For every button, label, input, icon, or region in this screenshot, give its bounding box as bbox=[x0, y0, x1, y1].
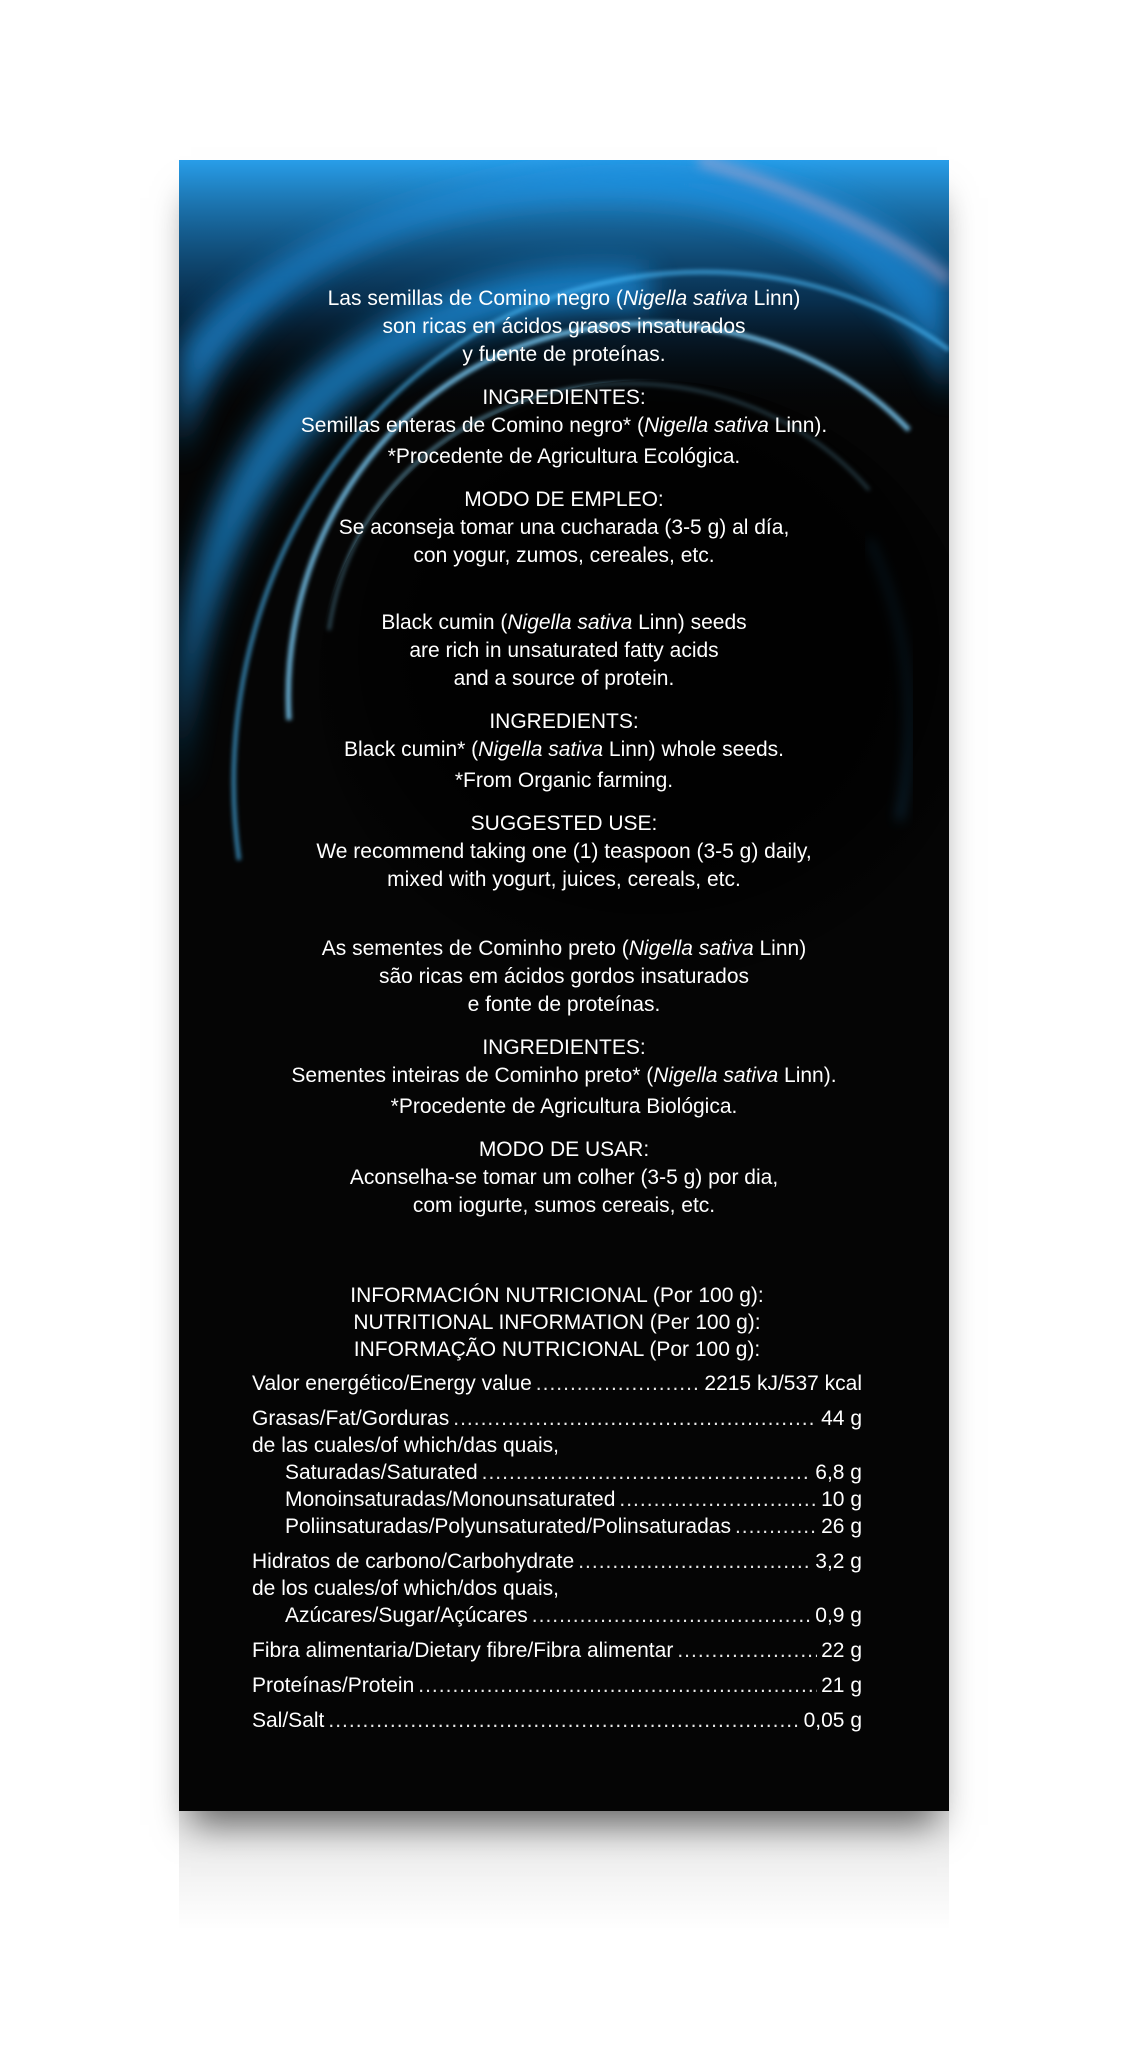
organic-note: *Procedente de Agricultura Biológica. bbox=[390, 1095, 738, 1118]
spanish-intro bbox=[179, 285, 949, 369]
nutrient-value: 22 g bbox=[821, 1639, 862, 1662]
nutrient-label: Valor energético/Energy value bbox=[252, 1372, 532, 1395]
dot-leader bbox=[532, 1602, 811, 1629]
portuguese-intro-text: As sementes de Cominho preto ( bbox=[321, 937, 629, 960]
english-usage bbox=[179, 810, 949, 894]
nutrition-subheading: de las cuales/of which/das quais, bbox=[252, 1434, 560, 1457]
spanish-ingredients bbox=[179, 384, 949, 471]
nutrition-header-es: INFORMACIÓN NUTRICIONAL (Por 100 g): bbox=[350, 1284, 764, 1307]
spanish-intro-text: Linn) bbox=[747, 287, 801, 310]
english-intro bbox=[179, 609, 949, 693]
nutrition-row-fibre bbox=[252, 1637, 862, 1664]
package-back-panel bbox=[179, 160, 949, 1811]
dot-leader bbox=[328, 1707, 799, 1734]
latin-name: Nigella sativa bbox=[622, 287, 748, 310]
ingredients-text: Linn) whole seeds. bbox=[603, 738, 785, 761]
spanish-intro-text: son ricas en ácidos grasos insaturados bbox=[382, 315, 746, 338]
portuguese-ingredients bbox=[179, 1034, 949, 1121]
latin-name: Nigella sativa bbox=[643, 414, 769, 437]
latin-name: Nigella sativa bbox=[653, 1064, 779, 1087]
nutrient-value: 6,8 g bbox=[815, 1461, 862, 1484]
dot-leader bbox=[578, 1548, 811, 1575]
nutrient-label: Saturadas/Saturated bbox=[285, 1461, 478, 1484]
usage-heading: SUGGESTED USE: bbox=[470, 812, 658, 835]
nutrient-value: 44 g bbox=[821, 1407, 862, 1430]
nutrient-label: Proteínas/Protein bbox=[252, 1674, 415, 1697]
nutrient-value: 21 g bbox=[821, 1674, 862, 1697]
usage-heading: MODO DE EMPLEO: bbox=[464, 488, 664, 511]
nutrition-row-saturated bbox=[252, 1459, 862, 1486]
nutrient-value: 0,9 g bbox=[815, 1604, 862, 1627]
portuguese-intro-text: Linn) bbox=[753, 937, 807, 960]
nutrition-table bbox=[252, 1282, 862, 1734]
english-intro-text: Black cumin ( bbox=[381, 611, 508, 634]
organic-note: *Procedente de Agricultura Ecológica. bbox=[387, 445, 741, 468]
nutrient-value: 3,2 g bbox=[815, 1550, 862, 1573]
portuguese-intro bbox=[179, 935, 949, 1019]
nutrition-row-sugars bbox=[252, 1602, 862, 1629]
dot-leader bbox=[482, 1459, 812, 1486]
portuguese-usage bbox=[179, 1136, 949, 1220]
spanish-usage bbox=[179, 486, 949, 570]
usage-text: mixed with yogurt, juices, cereals, etc. bbox=[387, 868, 741, 891]
ingredients-text: Sementes inteiras de Cominho preto* ( bbox=[291, 1064, 654, 1087]
latin-name: Nigella sativa bbox=[507, 611, 633, 634]
spanish-intro-text: y fuente de proteínas. bbox=[462, 343, 666, 366]
spanish-section bbox=[179, 285, 949, 585]
nutrition-header-en: NUTRITIONAL INFORMATION (Per 100 g): bbox=[353, 1311, 761, 1334]
usage-text: Se aconseja tomar una cucharada (3-5 g) al día, bbox=[338, 516, 790, 539]
nutrient-label: Sal/Salt bbox=[252, 1709, 325, 1732]
latin-name: Nigella sativa bbox=[628, 937, 754, 960]
usage-text: con yogur, zumos, cereales, etc. bbox=[413, 544, 715, 567]
portuguese-intro-text: são ricas em ácidos gordos insaturados bbox=[378, 965, 750, 988]
organic-note: *From Organic farming. bbox=[454, 769, 674, 792]
dot-leader bbox=[619, 1486, 817, 1513]
nutrition-subheading: de los cuales/of which/dos quais, bbox=[252, 1577, 560, 1600]
dot-leader bbox=[453, 1405, 817, 1432]
nutrient-label: Grasas/Fat/Gorduras bbox=[252, 1407, 450, 1430]
english-intro-text: Linn) seeds bbox=[632, 611, 747, 634]
ingredients-heading: INGREDIENTES: bbox=[482, 386, 646, 409]
ingredients-text: Linn). bbox=[778, 1064, 837, 1087]
portuguese-intro-text: e fonte de proteínas. bbox=[467, 993, 661, 1016]
nutrient-value: 10 g bbox=[821, 1488, 862, 1511]
dot-leader bbox=[536, 1370, 701, 1397]
usage-heading: MODO DE USAR: bbox=[478, 1138, 650, 1161]
nutrition-row-polyunsaturated bbox=[252, 1513, 862, 1540]
portuguese-section bbox=[179, 935, 949, 1235]
nutrient-label: Fibra alimentaria/Dietary fibre/Fibra alimentar bbox=[252, 1639, 674, 1662]
nutrition-row-energy bbox=[252, 1370, 862, 1397]
nutrient-value: 26 g bbox=[821, 1515, 862, 1538]
nutrient-label: Poliinsaturadas/Polyunsaturated/Polinsaturadas bbox=[285, 1515, 731, 1538]
usage-text: Aconselha-se tomar um colher (3-5 g) por dia, bbox=[349, 1166, 779, 1189]
nutrition-row-protein bbox=[252, 1672, 862, 1699]
ingredients-text: Linn). bbox=[768, 414, 828, 437]
nutrient-value: 2215 kJ/537 kcal bbox=[704, 1372, 862, 1395]
floor-reflection bbox=[179, 1811, 949, 1931]
ingredients-heading: INGREDIENTES: bbox=[482, 1036, 646, 1059]
dot-leader bbox=[418, 1672, 817, 1699]
nutrient-label: Monoinsaturadas/Monounsaturated bbox=[285, 1488, 616, 1511]
nutrition-headers bbox=[252, 1282, 862, 1363]
dot-leader bbox=[735, 1513, 817, 1540]
english-ingredients bbox=[179, 708, 949, 795]
nutrition-row-carbohydrate bbox=[252, 1548, 862, 1575]
usage-text: com iogurte, sumos cereais, etc. bbox=[412, 1194, 716, 1217]
nutrition-row-monounsaturated bbox=[252, 1486, 862, 1513]
nutrient-label: Hidratos de carbono/Carbohydrate bbox=[252, 1550, 575, 1573]
ingredients-text: Semillas enteras de Comino negro* ( bbox=[300, 414, 644, 437]
english-section bbox=[179, 609, 949, 909]
nutrition-row-fat bbox=[252, 1405, 862, 1432]
english-intro-text: and a source of protein. bbox=[453, 667, 675, 690]
nutrition-row-salt bbox=[252, 1707, 862, 1734]
dot-leader bbox=[677, 1637, 817, 1664]
latin-name: Nigella sativa bbox=[478, 738, 604, 761]
nutrient-label: Azúcares/Sugar/Açúcares bbox=[285, 1604, 528, 1627]
nutrition-header-pt: INFORMAÇÃO NUTRICIONAL (Por 100 g): bbox=[353, 1338, 761, 1361]
spanish-intro-text: Las semillas de Comino negro ( bbox=[327, 287, 623, 310]
nutrient-value: 0,05 g bbox=[803, 1709, 862, 1732]
ingredients-text: Black cumin* ( bbox=[343, 738, 479, 761]
usage-text: We recommend taking one (1) teaspoon (3-5 g) daily, bbox=[316, 840, 812, 863]
english-intro-text: are rich in unsaturated fatty acids bbox=[409, 639, 719, 662]
ingredients-heading: INGREDIENTS: bbox=[489, 710, 639, 733]
